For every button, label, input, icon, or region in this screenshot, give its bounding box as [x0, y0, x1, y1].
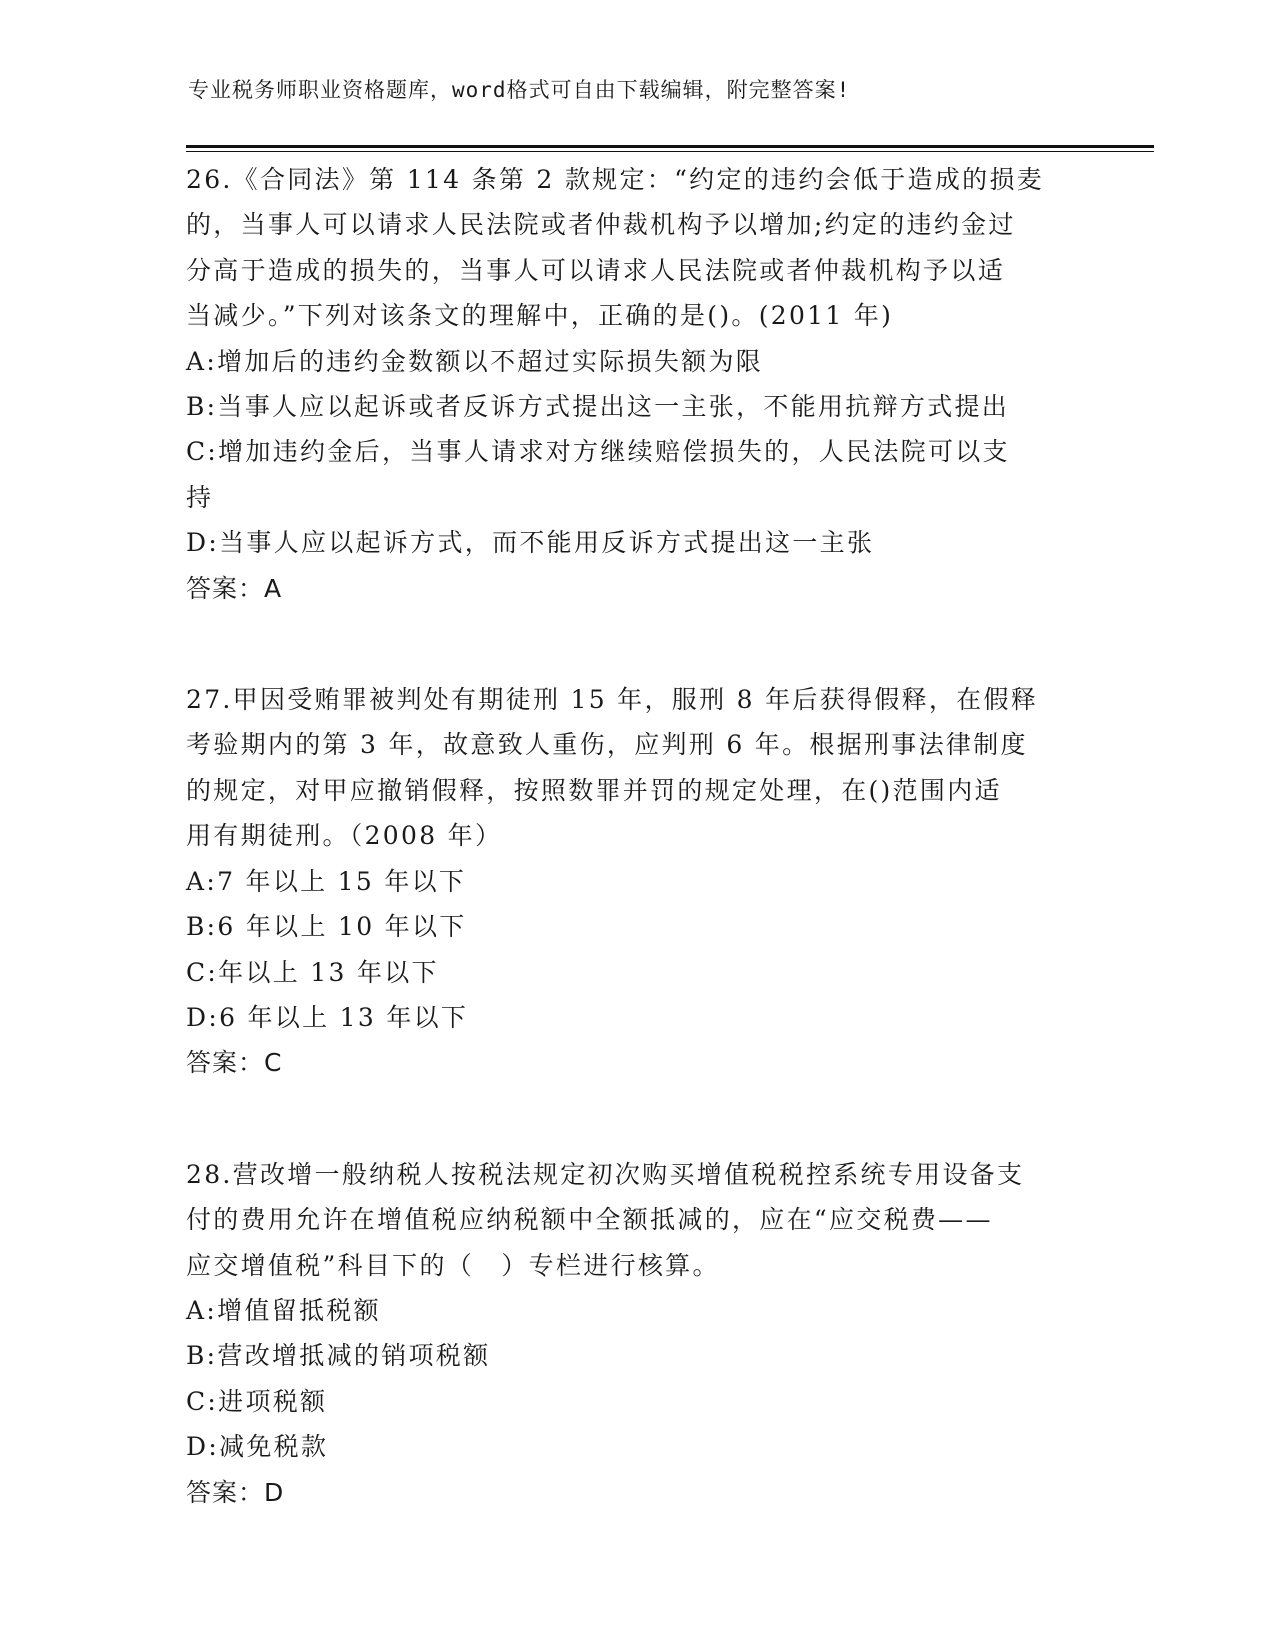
answer-label: 答案：D: [186, 1477, 285, 1507]
stem-line: 用有期徒刑。（2008 年）: [186, 821, 503, 851]
stem-line: 27.甲因受贿罪被判处有期徒刑 15 年，服刑 8 年后获得假释，在假释: [186, 685, 1039, 715]
stem-line: 的规定，对甲应撤销假释，按照数罪并罚的规定处理，在()范围内适: [186, 775, 1002, 805]
header-divider-thin: [186, 151, 1154, 152]
question-28: [186, 1152, 1086, 1515]
stem-line: 26.《合同法》第 114 条第 2 款规定：“约定的违约会低于造成的损麦: [186, 165, 1045, 194]
question-spacer: [186, 1086, 1086, 1152]
stem-line: 当减少。”下列对该条文的理解中，正确的是()。(2011 年): [186, 301, 894, 331]
option-line: C:增加违约金后，当事人请求对方继续赔偿损失的，人民法院可以支: [186, 437, 1010, 467]
page-header: 专业税务师职业资格题库，word格式可自由下载编辑，附完整答案!: [188, 78, 851, 102]
question-spacer: [186, 611, 1086, 677]
option-d: D:6 年以上 13 年以下: [186, 1002, 469, 1032]
stem-line: 付的费用允许在增值税应纳税额中全额抵减的，应在“应交税费——: [186, 1205, 993, 1235]
question-stem: [186, 1152, 1086, 1288]
option-b: B:当事人应以起诉或者反诉方式提出这一主张，不能用抗辩方式提出: [186, 392, 1010, 422]
answer-label: 答案：C: [186, 1048, 283, 1078]
option-a: A:增加后的违约金数额以不超过实际损失额为限: [186, 346, 764, 376]
question-stem: [186, 677, 1086, 859]
answer-label: 答案：A: [186, 573, 283, 603]
question-stem: [186, 157, 1086, 339]
stem-line: 的，当事人可以请求人民法院或者仲裁机构予以增加;约定的违约金过: [186, 210, 1016, 240]
stem-line: 分高于造成的损失的，当事人可以请求人民法院或者仲裁机构予以适: [186, 255, 1006, 285]
option-d: D:当事人应以起诉方式，而不能用反诉方式提出这一主张: [186, 528, 875, 558]
option-c: [186, 429, 1086, 520]
stem-line: 28.营改增一般纳税人按税法规定初次购买增值税税控系统专用设备支: [186, 1159, 1025, 1189]
option-a: A:7 年以上 15 年以下: [186, 866, 467, 896]
option-b: B:营改增抵减的销项税额: [186, 1341, 491, 1371]
option-c: C:年以上 13 年以下: [186, 957, 439, 987]
question-27: [186, 677, 1086, 1086]
stem-line: 考验期内的第 3 年，故意致人重伤，应判刑 6 年。根据刑事法律制度: [186, 730, 1028, 760]
option-a: A:增值留抵税额: [186, 1295, 381, 1325]
header-divider-thick: [186, 145, 1154, 148]
option-line: 持: [186, 482, 214, 512]
option-c: C:进项税额: [186, 1386, 328, 1416]
question-26: [186, 157, 1086, 611]
option-d: D:减免税款: [186, 1432, 329, 1462]
stem-line: 应交增值税”科目下的（ ）专栏进行核算。: [186, 1250, 720, 1280]
question-list: [186, 157, 1086, 1515]
option-b: B:6 年以上 10 年以下: [186, 912, 467, 942]
